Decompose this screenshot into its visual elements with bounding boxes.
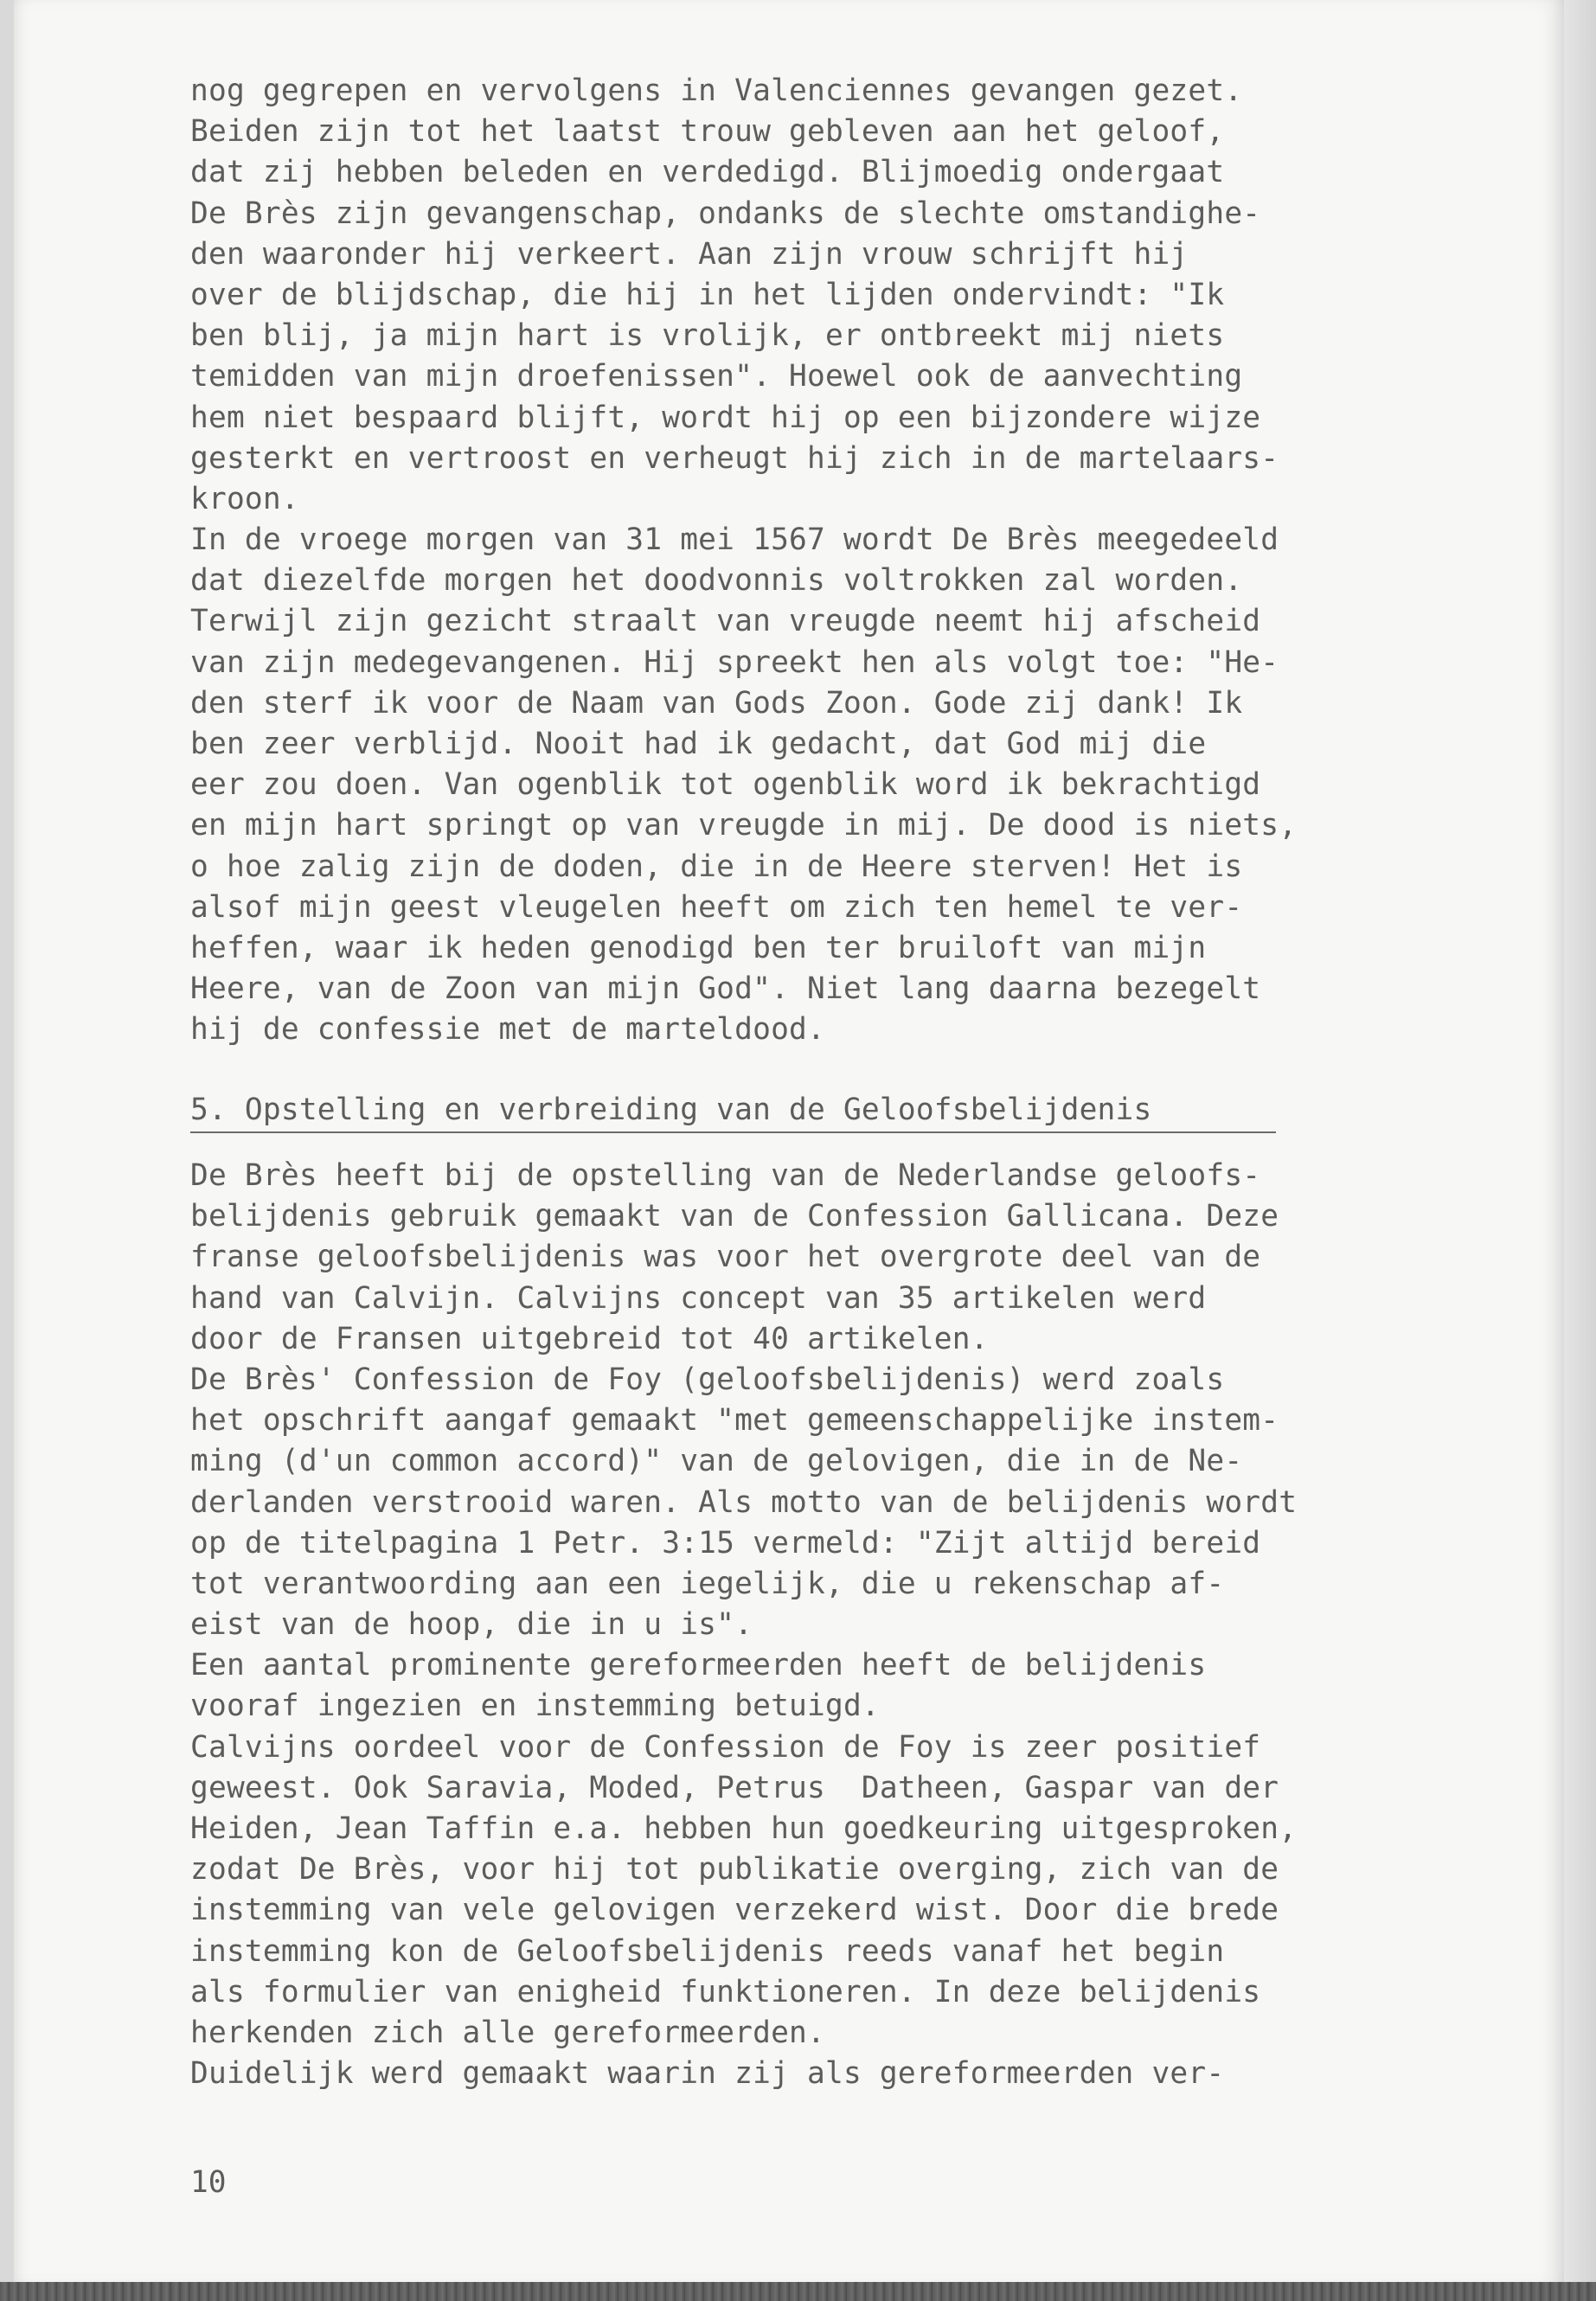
text-line: als formulier van enigheid funktioneren. In deze belijdenis [190, 1974, 1261, 2009]
text-line: gesterkt en vertroost en verheugt hij zich in de martelaars- [190, 440, 1279, 476]
text-line: over de blijdschap, die hij in het lijden ondervindt: "Ik [190, 277, 1225, 312]
text-line: ben zeer verblijd. Nooit had ik gedacht, dat God mij die [190, 727, 1207, 761]
text-line: heffen, waar ik heden genodigd ben ter bruiloft van mijn [190, 930, 1207, 965]
text-line: Heere, van de Zoon van mijn God". Niet lang daarna bezegelt [190, 971, 1261, 1007]
text-line: dat zij hebben beleden en verdedigd. Blijmoedig ondergaat [190, 155, 1225, 190]
text-line: het opschrift aangaf gemaakt "met gemeenschappelijke instem- [190, 1403, 1279, 1439]
text-line: zodat De Brès, voor hij tot publikatie overging, zich van de [190, 1852, 1279, 1888]
text-line: nog gegrepen en vervolgens in Valenciennes gevangen gezet. [190, 74, 1243, 108]
text-line: hand van Calvijn. Calvijns concept van 35 artikelen werd [190, 1280, 1207, 1316]
section-heading-underline [190, 1131, 1276, 1133]
text-block-top [190, 71, 1436, 1051]
text-line: alsof mijn geest vleugelen heeft om zich ten hemel te ver- [190, 889, 1243, 925]
text-line: door de Fransen uitgebreid tot 40 artikelen. [190, 1321, 989, 1356]
text-line: instemming van vele gelovigen verzekerd wist. Door die brede [190, 1893, 1279, 1928]
text-line: Calvijns oordeel voor de Confession de Foy is zeer positief [190, 1729, 1261, 1765]
text-line: en mijn hart springt op van vreugde in mij. De dood is niets, [190, 808, 1298, 843]
text-line: hem niet bespaard blijft, wordt hij op een bijzondere wijze [190, 400, 1261, 435]
text-block-bottom [190, 1156, 1436, 2094]
text-line: tot verantwoording aan een iegelijk, die u rekenschap af- [190, 1566, 1225, 1601]
text-line: derlanden verstrooid waren. Als motto van de belijdenis wordt [190, 1484, 1298, 1520]
text-line: In de vroege morgen van 31 mei 1567 wordt De Brès meegedeeld [190, 522, 1279, 558]
page-edge-right [1564, 0, 1596, 2301]
text-line: Een aantal prominente gereformeerden heeft de belijdenis [190, 1648, 1207, 1683]
text-line: instemming kon de Geloofsbelijdenis reeds vanaf het begin [190, 1933, 1225, 1969]
text-line: eist van de hoop, die in u is". [190, 1607, 753, 1643]
text-line: den sterf ik voor de Naam van Gods Zoon. Gode zij dank! Ik [190, 685, 1243, 721]
text-line: dat diezelfde morgen het doodvonnis voltrokken zal worden. [190, 563, 1243, 599]
text-line: De Brès zijn gevangenschap, ondanks de slechte omstandighe- [190, 195, 1261, 231]
text-line: Beiden zijn tot het laatst trouw gebleven aan het geloof, [190, 114, 1225, 150]
text-line: Heiden, Jean Taffin e.a. hebben hun goedkeuring uitgesproken, [190, 1811, 1298, 1846]
text-line: Terwijl zijn gezicht straalt van vreugde neemt hij afscheid [190, 604, 1261, 639]
page-edge-bottom [0, 2282, 1596, 2301]
text-line: vooraf ingezien en instemming betuigd. [190, 1689, 880, 1724]
text-line: De Brès' Confession de Foy (geloofsbelijdenis) werd zoals [190, 1362, 1225, 1397]
text-line: herkenden zich alle gereformeerden. [190, 2015, 825, 2050]
text-line: Duidelijk werd gemaakt waarin zij als gereformeerden ver- [190, 2056, 1225, 2092]
text-line: franse geloofsbelijdenis was voor het overgrote deel van de [190, 1240, 1261, 1275]
text-line: ming (d'un common accord)" van de gelovigen, die in de Ne- [190, 1444, 1243, 1479]
text-line: De Brès heeft bij de opstelling van de Nederlandse geloofs- [190, 1158, 1261, 1193]
text-line: o hoe zalig zijn de doden, die in de Heere sterven! Het is [190, 849, 1243, 884]
page-number: 10 [190, 2165, 227, 2200]
text-line: kroon. [190, 481, 299, 516]
text-line: belijdenis gebruik gemaakt van de Confession Gallicana. Deze [190, 1199, 1279, 1234]
text-line: op de titelpagina 1 Petr. 3:15 vermeld: "Zijt altijd bereid [190, 1525, 1261, 1561]
section-heading: 5. Opstelling en verbreiding van de Geloofsbelijdenis [190, 1093, 1152, 1127]
text-line: ben blij, ja mijn hart is vrolijk, er ontbreekt mij niets [190, 318, 1225, 354]
text-line: den waaronder hij verkeert. Aan zijn vrouw schrijft hij [190, 236, 1189, 272]
text-line: temidden van mijn droefenissen". Hoewel ook de aanvechting [190, 359, 1243, 394]
text-line: hij de confessie met de marteldood. [190, 1012, 825, 1048]
text-line: van zijn medegevangenen. Hij spreekt hen als volgt toe: "He- [190, 644, 1279, 680]
text-line: geweest. Ook Saravia, Moded, Petrus Datheen, Gaspar van der [190, 1770, 1279, 1805]
text-line: eer zou doen. Van ogenblik tot ogenblik word ik bekrachtigd [190, 767, 1261, 803]
